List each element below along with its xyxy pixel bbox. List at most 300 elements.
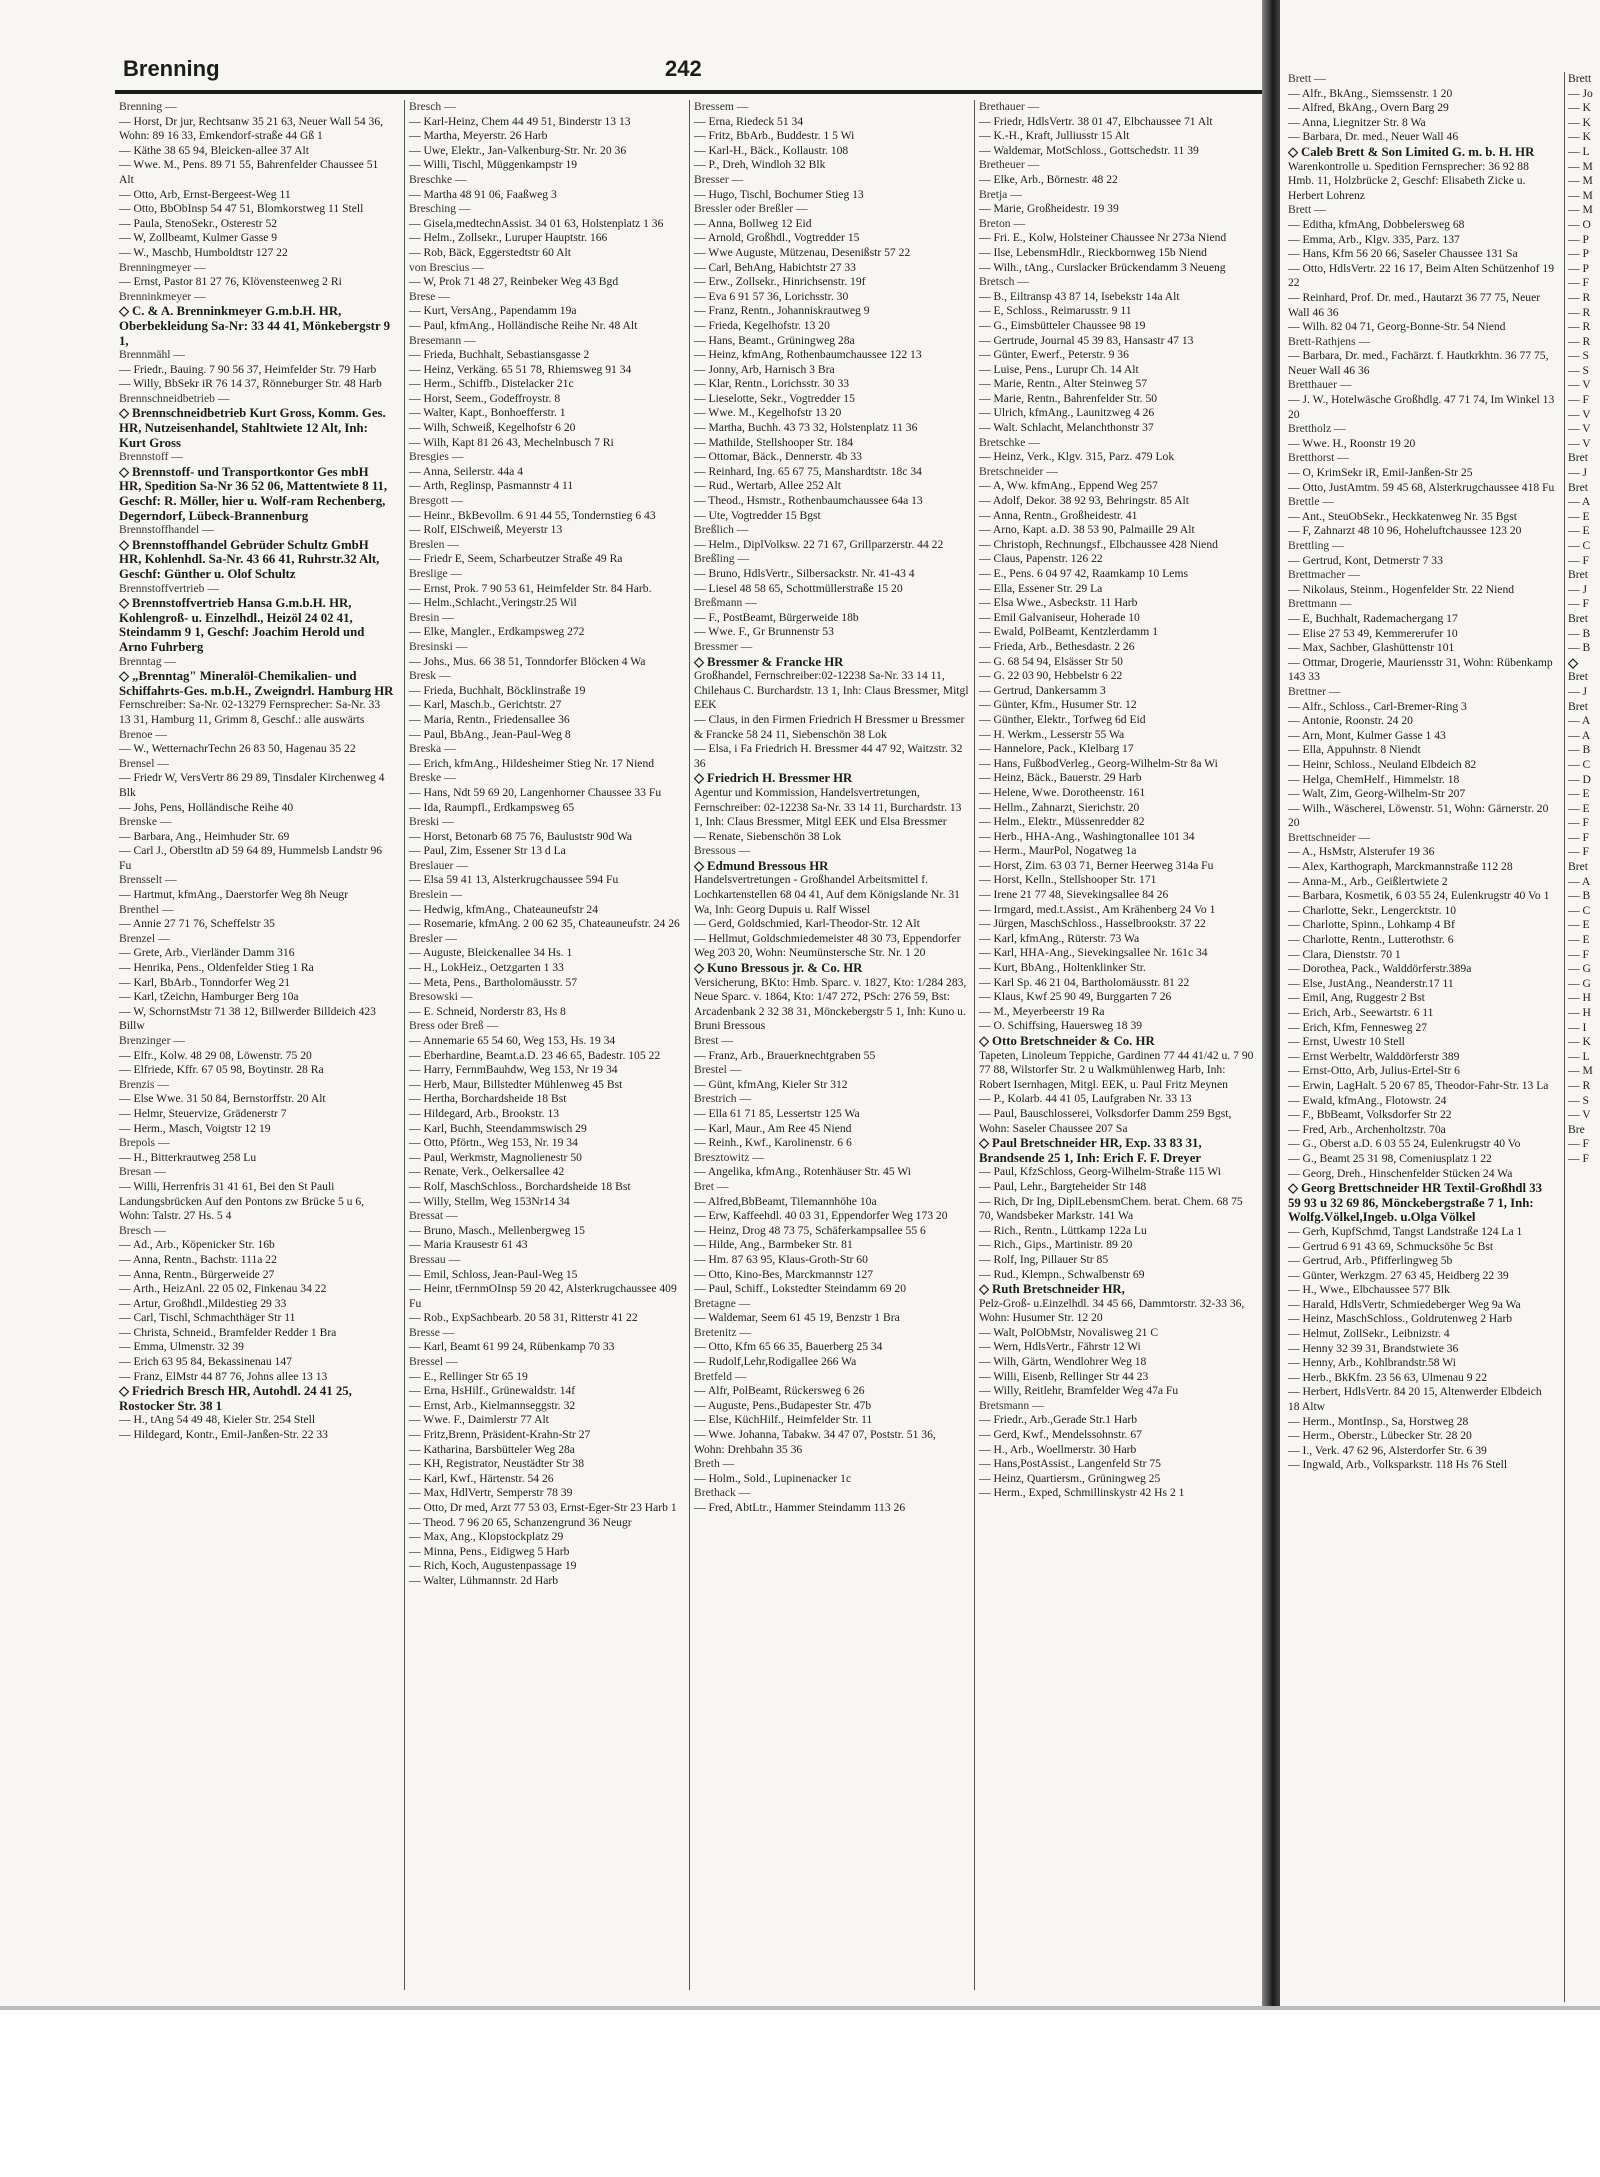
left-entry: — O. Schiffsing, Hauersweg 18 39 <box>979 1019 1143 1033</box>
left-entry: — E., Pens. 6 04 97 42, Raamkamp 10 Lems <box>979 567 1188 580</box>
left-entry: Bresowski — <box>409 990 473 1004</box>
left-entry: Großhandel, Fernschreiber:02-12238 Sa-Nr. 33 14 11, Chilehaus C. Burchardstr. 13 1, Inh: Claus Bressmer, Mitgl EEK <box>694 669 969 712</box>
left-entry: — Theod. 7 96 20 65, Schanzengrund 36 Neugr <box>409 1515 632 1529</box>
right-entry: — A <box>1568 714 1591 728</box>
left-entry: — Marie, Rentn., Bahrenfelder Str. 50 <box>979 391 1158 405</box>
right-entry: — Charlotte, Spinn., Lohkamp 4 Bf <box>1288 918 1455 932</box>
left-entry: — Wwe. M., Pens. 89 71 55, Bahrenfelder Chaussee 51 Alt <box>119 158 379 186</box>
right-entry: — J <box>1568 466 1588 480</box>
left-entry: — Maria Krausestr 61 43 <box>409 1238 528 1252</box>
left-entry: — Heinz, Verkäng. 65 51 78, Rhiemsweg 91 34 <box>409 362 632 376</box>
left-entry: Bretja — <box>979 187 1022 201</box>
left-entry: Bretfeld — <box>694 1369 747 1383</box>
left-entry: Brethack — <box>694 1486 751 1500</box>
left-entry: — Elke, Arb., Börnestr. 48 22 <box>979 172 1118 186</box>
left-entry: — Hartmut, kfmAng., Daerstorfer Weg 8h Neugr <box>119 888 349 902</box>
left-entry: — Artur, Großhdl.,Mildestieg 29 33 <box>119 1296 287 1310</box>
left-entry: — P., Kolarb. 44 41 05, Laufgraben Nr. 33 13 <box>979 1092 1192 1106</box>
left-entry: — Walter, Lühmannstr. 2d Harb <box>409 1573 559 1587</box>
left-entry: Brenntag — <box>119 654 176 668</box>
left-entry: — Horst, Kelln., Stellshooper Str. 171 <box>979 873 1157 887</box>
left-entry: — Holm., Sold., Lupinenacker 1c <box>694 1471 852 1485</box>
right-entry: — Herm., MontInsp., Sa, Horstweg 28 <box>1288 1414 1469 1428</box>
left-entry: — Horst, Dr jur, Rechtsanw 35 21 63, Neuer Wall 54 36, <box>119 114 384 128</box>
right-entry: Brett — <box>1288 203 1326 217</box>
left-entry: Breslige — <box>409 567 463 580</box>
right-entry: — E <box>1568 801 1590 815</box>
left-entry: Brenthel — <box>119 902 174 916</box>
left-entry: — Paul, Lehr., Bargteheider Str 148 <box>979 1179 1147 1193</box>
left-entry: — Friedr, HdlsVertr. 38 01 47, Elbchaussee 71 Alt <box>979 114 1213 128</box>
left-entry: — Carl, Tischl, Schmachthäger Str 11 <box>119 1311 296 1325</box>
left-entry: — Gerd, Kwf., Mendelssohnstr. 67 <box>979 1428 1142 1442</box>
right-entry: — R <box>1568 334 1591 348</box>
left-entry: Bretagne — <box>694 1296 751 1310</box>
left-entry: — Marie, Rentn., Alter Steinweg 57 <box>979 377 1148 391</box>
right-entry: — S <box>1568 349 1589 363</box>
left-entry: — Helmr, Steuervize, Grädenerstr 7 <box>119 1106 287 1120</box>
left-entry: — Horst, Zim. 63 03 71, Berner Heerweg 314a Fu <box>979 858 1214 872</box>
column-2 <box>404 100 684 1990</box>
right-entry: — F <box>1568 597 1589 611</box>
left-entry: Brese — <box>409 289 450 303</box>
left-entry: — Adolf, Dekor. 38 92 93, Behringstr. 85 Alt <box>979 494 1189 508</box>
right-entry: — E <box>1568 918 1590 932</box>
left-entry: Brenninkmeyer — <box>119 289 206 303</box>
left-entry: — Erich 63 95 84, Bekassinenau 147 <box>119 1355 292 1369</box>
left-entry: — Karl, tZeichn, Hamburger Berg 10a <box>119 990 299 1004</box>
right-entry: — I., Verk. 47 62 96, Alsterdorfer Str. 6 39 <box>1288 1443 1487 1457</box>
right-entry: — L <box>1568 144 1590 158</box>
left-entry: — Wwe. F., Gr Brunnenstr 53 <box>694 625 834 639</box>
right-entry: — Ernst Werbeltr, Walddörferstr 389 <box>1288 1049 1460 1063</box>
left-entry: — Fritz, BbArb., Buddestr. 1 5 Wi <box>694 129 855 143</box>
left-entry: — Hilde, Ang., Barmbeker Str. 81 <box>694 1238 853 1252</box>
right-entry: Brettling — <box>1288 539 1344 552</box>
right-entry: — Charlotte, Rentn., Lutterothstr. 6 <box>1288 933 1454 947</box>
column-4 <box>974 100 1254 1990</box>
left-entry: — Ulrich, kfmAng., Launitzweg 4 26 <box>979 406 1155 420</box>
book-gutter <box>1262 0 1280 2010</box>
right-entry: — Fred, Arb., Archenholtzstr. 70a <box>1288 1122 1446 1136</box>
left-entry: — Paul, Werkmstr, Magnolienestr 50 <box>409 1150 582 1164</box>
left-entry: — Meta, Pens., Bartholomäusstr. 57 <box>409 975 578 989</box>
left-entry: — Wwe. Johanna, Tabakw. 34 47 07, Poststr. 51 36, Wohn: Drehbahn 35 36 <box>694 1428 936 1456</box>
left-entry: — Heinz, Bäck., Bauerstr. 29 Harb <box>979 771 1142 785</box>
right-entry: Brettmann — <box>1288 597 1352 611</box>
right-entry: — Ewald, kfmAng., Flotowstr. 24 <box>1288 1093 1447 1107</box>
left-entry: Brenzel — <box>119 931 170 945</box>
left-entry: Bressous — <box>694 844 751 858</box>
right-entry: — Anna, Liegnitzer Str. 8 Wa <box>1288 115 1426 129</box>
left-entry: — G. 22 03 90, Hebbelstr 6 22 <box>979 669 1123 683</box>
right-entry: — Hans, Kfm 56 20 66, Saseler Chaussee 131 Sa <box>1288 247 1518 261</box>
left-entry: — Elfr., Kolw. 48 29 08, Löwenstr. 75 20 <box>119 1048 312 1062</box>
right-entry: — M <box>1568 159 1593 173</box>
right-entry: — F <box>1568 947 1589 961</box>
left-entry: — Eva 6 91 57 36, Lorichsstr. 30 <box>694 289 849 303</box>
left-entry: — Anna, Rentn., Bachstr. 111a 22 <box>119 1252 277 1266</box>
left-entry: — Herb., HHA-Ang., Washingtonallee 101 34 <box>979 829 1195 843</box>
right-entry: Brett-Rathjens — <box>1288 334 1371 348</box>
right-entry: Brettmacher — <box>1288 568 1360 582</box>
directory-page-left <box>115 50 1265 2010</box>
left-entry: — Otto, Kino-Bes, Marckmannstr 127 <box>694 1267 874 1281</box>
left-entry: — Franz, ElMstr 44 87 76, Johns allee 13 13 <box>119 1369 328 1383</box>
right-entry: — Otto, HdlsVertr. 22 16 17, Beim Alten Schützenhof 19 22 <box>1288 261 1554 290</box>
left-entry: — Willy, Reitlehr, Bramfelder Weg 47a Fu <box>979 1384 1179 1398</box>
left-entry: — KH, Registrator, Neustädter Str 38 <box>409 1457 585 1471</box>
left-entry: — Rud., Klempn., Schwalbenstr 69 <box>979 1267 1145 1281</box>
right-entry: — Alfr., Schloss., Carl-Bremer-Ring 3 <box>1288 699 1467 713</box>
right-entry: — Ella, Appuhnstr. 8 Niendt <box>1288 743 1421 757</box>
left-entry: Bressler oder Breßler — <box>694 202 808 216</box>
left-entry: Brenske — <box>119 815 172 829</box>
left-entry: — H., Bitterkrautweg 258 Lu <box>119 1150 257 1164</box>
left-entry: — Emil Galvaniseur, Hoherade 10 <box>979 610 1140 624</box>
left-entry: ◇ Friedrich H. Bressmer HR <box>694 771 853 786</box>
left-entry: Bretschke — <box>979 435 1040 449</box>
right-entry: — Ernst-Otto, Arb, Julius-Ertel-Str 6 <box>1288 1064 1460 1078</box>
left-entry: — Gerd, Goldschmied, Karl-Theodor-Str. 12 Alt <box>694 917 920 931</box>
left-entry: Bressat — <box>409 1209 458 1223</box>
left-entry: — Jonny, Arb, Harnisch 3 Bra <box>694 362 835 376</box>
right-entry: — G <box>1568 962 1591 976</box>
right-entry: — Reinhard, Prof. Dr. med., Hautarzt 36 77 75, Neuer Wall 46 36 <box>1288 290 1541 319</box>
left-entry: — M., Meyerbeerstr 19 Ra <box>979 1004 1105 1018</box>
left-entry: — Claus, Papenstr. 126 22 <box>979 552 1103 566</box>
right-entry: — F <box>1568 1137 1589 1151</box>
left-entry: — Hans, FußbodVerleg., Georg-Wilhelm-Str 8a Wi <box>979 756 1218 770</box>
left-entry: — Martha 48 91 06, Faaßweg 3 <box>409 187 557 201</box>
left-entry: — Arth, Reglinsp, Pasmannstr 4 11 <box>409 479 574 493</box>
right-entry: Bret <box>1568 611 1588 625</box>
left-entry: — Ida, Raumpfl., Erdkampsweg 65 <box>409 800 575 814</box>
left-entry: Brennmähl — <box>119 348 186 362</box>
left-entry: — Erna, Riedeck 51 34 <box>694 114 804 128</box>
left-entry: — Mathilde, Stellshooper Str. 184 <box>694 435 854 449</box>
left-entry: Handelsvertretungen - Großhandel Arbeitsmittel f. Lochkartenstellen 68 04 41, Auf dem Königslande Nr. 31 Wa, Inh: Georg Dupuis u. Ralf Wissel <box>694 873 960 916</box>
left-entry: — Günter, Kfm., Husumer Str. 12 <box>979 698 1137 712</box>
left-entry: — Willi, Herrenfris 31 41 61, Bei den St Pauli Landungsbrücken Auf den Pontons zw Brücke 5 u 6, Wohn: Talstr. 27 Hs. 5 4 <box>119 1179 365 1223</box>
right-entry: Bret <box>1568 670 1588 684</box>
left-entry: Brepols — <box>119 1136 170 1150</box>
left-entry: — Willy, Stellm, Weg 153Nr14 34 <box>409 1194 570 1208</box>
left-entry: — Gertrude, Journal 45 39 83, Hansastr 47 13 <box>979 333 1194 347</box>
right-entry: — Helmut, ZollSekr., Leibnizstr. 4 <box>1288 1327 1450 1341</box>
left-entry: — Willi, Tischl, Müggenkampstr 19 <box>409 158 578 172</box>
left-entry: — H., LokHeiz., Oetzgarten 1 33 <box>409 961 564 975</box>
right-entry: Bretthauer — <box>1288 378 1352 392</box>
left-entry: — Karl, HHA-Ang., Sievekingsallee Nr. 161c 34 <box>979 946 1208 960</box>
left-entry: Bressmer — <box>694 639 753 653</box>
left-entry: — Christoph, Rechnungsf., Elbchaussee 428 Niend <box>979 537 1218 551</box>
left-entry: — Claus, in den Firmen Friedrich H Bressmer u Bressmer & Francke 58 24 11, Siebenschön 38 Lok <box>694 712 965 741</box>
left-entry: — F., PostBeamt, Bürgerweide 18b <box>694 610 859 624</box>
left-entry: — Katharina, Barsbütteler Weg 28a <box>409 1442 575 1456</box>
right-entry: — E <box>1568 509 1590 523</box>
right-entry: Brett — <box>1288 72 1326 85</box>
page-header <box>115 50 1265 88</box>
left-entry: Bressau — <box>409 1252 461 1266</box>
right-column-2 <box>1564 72 1600 2002</box>
left-entry: — Herm., Exped, Schmillinskystr 42 Hs 2 1 <box>979 1486 1185 1500</box>
left-entry: — Ewald, PolBeamt, Kentzlerdamm 1 <box>979 625 1159 639</box>
left-entry: — Maria, Rentn., Friedensallee 36 <box>409 712 570 726</box>
left-entry: — Helm., Zollsekr., Luruper Hauptstr. 166 <box>409 231 608 245</box>
left-entry: ◇ C. & A. Brenninkmeyer G.m.b.H. HR, Oberbekleidung Sa-Nr: 33 44 41, Mönkebergstr 9 1, <box>119 304 390 348</box>
left-entry: — Fritz,Brenn, Präsident-Krahn-Str 27 <box>409 1428 591 1442</box>
right-entry: — F <box>1568 553 1589 567</box>
right-entry: — G., Oberst a.D. 6 03 55 24, Eulenkrugstr 40 Vo <box>1288 1137 1521 1151</box>
left-entry: — Herm., Schiffb., Distelacker 21c <box>409 377 574 391</box>
left-entry: — Harry, FernmBauhdw, Weg 153, Nr 19 34 <box>409 1063 618 1077</box>
left-entry: — Klaus, Kwf 25 90 49, Burggarten 7 26 <box>979 990 1172 1004</box>
right-entry: — Dorothea, Pack., Walddörferstr.389a <box>1288 962 1472 976</box>
left-entry: — Irmgard, med.t.Assist., Am Krähenberg 24 Vo 1 <box>979 902 1216 916</box>
left-entry: — Hannelore, Pack., Klelbarg 17 <box>979 742 1134 756</box>
left-entry: — Wwe. M., Kegelhofstr 13 20 <box>694 406 842 420</box>
right-entry: — Ottmar, Drogerie, Mauriensstr 31, Wohn: Rübenkamp 143 33 <box>1288 655 1553 684</box>
right-entry: — H <box>1568 991 1591 1005</box>
left-entry: — Ella, Essener Str. 29 La <box>979 581 1103 595</box>
left-entry: — Günther, Elektr., Torfweg 6d Eid <box>979 712 1146 726</box>
right-entry: — Clara, Dienststr. 70 1 <box>1288 947 1401 961</box>
left-entry: Breska — <box>409 742 456 756</box>
left-entry: — H. Werkm., Lesserstr 55 Wa <box>979 727 1125 741</box>
right-entry: — S <box>1568 363 1589 377</box>
left-entry: — Willi, Eisenb, Rellinger Str 44 23 <box>979 1369 1149 1383</box>
left-entry: — E., Rellinger Str 65 19 <box>409 1369 528 1383</box>
left-entry: — Otto, Pförtn., Weg 153, Nr. 19 34 <box>409 1136 578 1150</box>
right-entry: — O <box>1568 217 1591 231</box>
right-entry: ◇ <box>1568 655 1578 670</box>
left-entry: — Else, KüchHilf., Heimfelder Str. 11 <box>694 1413 873 1427</box>
left-entry: — Elke, Mangler., Erdkampsweg 272 <box>409 625 585 639</box>
left-entry: — W, Prok 71 48 27, Reinbeker Weg 43 Bgd <box>409 275 619 289</box>
left-entry: — Rosemarie, kfmAng. 2 00 62 35, Chateauneufstr. 24 26 <box>409 917 680 931</box>
left-entry: — Jürgen, MaschSchloss., Hasselbrookstr. 37 22 <box>979 917 1206 931</box>
left-entry: Breßmann — <box>694 596 757 610</box>
left-entry: — Ilse, LebensmHdlr., Rieckbornweg 15b Niend <box>979 245 1207 259</box>
left-entry: — Karl, Buchh, Steendammswisch 29 <box>409 1121 587 1135</box>
left-entry: Brestrich — <box>694 1092 751 1106</box>
columns-container <box>115 94 1265 1994</box>
left-entry: — Bruno, Masch., Mellenbergweg 15 <box>409 1223 585 1237</box>
left-entry: ◇ Brennschneidbetrieb Kurt Gross, Komm. Ges. HR, Nutzeisenhandel, Stahltwiete 12 Alt, Inh: Kurt Gross <box>119 406 386 450</box>
right-entry: Brett <box>1568 72 1592 85</box>
left-entry: — Minna, Pens., Eidigweg 5 Harb <box>409 1544 570 1558</box>
running-head-name: Brenning <box>123 56 220 81</box>
left-entry: Bresse — <box>409 1325 455 1339</box>
left-entry: Brenzinger — <box>119 1034 185 1047</box>
right-entry: — F <box>1568 830 1589 844</box>
left-entry: — Karl Sp. 46 21 04, Bartholomäusstr. 81 22 <box>979 975 1190 989</box>
left-entry: — Max, HdlVertr, Semperstr 78 39 <box>409 1486 573 1500</box>
left-entry: Bress oder Breß — <box>409 1019 499 1033</box>
right-entry: — Heinz, MaschSchloss., Goldrutenweg 2 Harb <box>1288 1312 1513 1326</box>
left-entry: — Rob., ExpSachbearb. 20 58 31, Ritterstr 41 22 <box>409 1311 638 1325</box>
left-entry: — Reinh., Kwf., Karolinenstr. 6 6 <box>694 1136 852 1150</box>
right-entry: — F <box>1568 1151 1589 1165</box>
left-entry: Bresztowitz — <box>694 1150 764 1164</box>
right-entry: — C <box>1568 539 1591 552</box>
left-entry: — Helm., Elektr., Müssenredder 82 <box>979 815 1145 829</box>
right-entry: — L <box>1568 1049 1590 1063</box>
left-entry: Breslauer — <box>409 858 468 872</box>
left-entry: — Heinr, tFernmOInsp 59 20 42, Alsterkrugchaussee 409 Fu <box>409 1282 677 1310</box>
right-column-1 <box>1288 72 1556 2002</box>
left-entry: — Paula, StenoSekr., Osterestr 52 <box>119 216 278 230</box>
left-entry: — Otto, Kfm 65 66 35, Bauerberg 25 34 <box>694 1340 883 1354</box>
left-entry: Breslein — <box>409 888 463 902</box>
right-entry: — A <box>1568 728 1591 742</box>
left-entry: — Irene 21 77 48, Sievekingsallee 84 26 <box>979 888 1169 902</box>
left-entry: — Günt, kfmAng, Kieler Str 312 <box>694 1077 848 1091</box>
right-entry: — M <box>1568 188 1593 202</box>
left-entry: — Ernst, Pastor 81 27 76, Klövensteenweg 2 Ri <box>119 275 342 289</box>
left-entry: Bretheuer — <box>979 158 1040 172</box>
left-entry: — B., Eiltransp 43 87 14, Isebekstr 14a Alt <box>979 289 1180 303</box>
left-entry: — Auguste, Pens.,Budapester Str. 47b <box>694 1398 872 1412</box>
left-entry: — Kurt, VersAng., Papendamm 19a <box>409 304 577 318</box>
left-entry: Breski — <box>409 815 454 829</box>
left-entry: — Anna, Rentn., Großheidestr. 41 <box>979 508 1138 522</box>
right-entry: — H., Wwe., Elbchaussee 577 Blk <box>1288 1283 1450 1297</box>
left-entry: — Wwe. F., Daimlerstr 77 Alt <box>409 1413 549 1427</box>
right-entry: — V <box>1568 1108 1591 1122</box>
right-entry: — E, Buchhalt, Rademachergang 17 <box>1288 611 1458 625</box>
left-entry: Brennschneidbetrieb — <box>119 391 230 405</box>
right-entry: — Helga, ChemHelf., Himmelstr. 18 <box>1288 772 1460 786</box>
left-entry: — W., WetternachrTechn 26 83 50, Hagenau 35 22 <box>119 742 356 756</box>
right-entry: — D <box>1568 772 1591 786</box>
right-entry: — Emma, Arb., Klgv. 335, Parz. 137 <box>1288 232 1460 246</box>
left-entry: — Herm., Masch, Voigtstr 12 19 <box>119 1121 271 1135</box>
left-entry: — Karl-H., Bäck., Kollaustr. 108 <box>694 143 849 157</box>
left-entry: — Hildegard, Kontr., Emil-Janßen-Str. 22 33 <box>119 1428 328 1442</box>
left-entry: — Walt. Schlacht, Melanchthonstr 37 <box>979 421 1154 435</box>
left-entry: — Johs, Pens, Holländische Reihe 40 <box>119 800 294 814</box>
left-entry: — Anna, Rentn., Bürgerweide 27 <box>119 1267 275 1281</box>
left-entry: Bresgott — <box>409 494 463 508</box>
right-entry: — F <box>1568 816 1589 830</box>
right-entry: — K <box>1568 130 1591 144</box>
right-entry: — Barbara, Dr. med., Neuer Wall 46 <box>1288 130 1459 144</box>
right-entry: — Georg, Dreh., Hinschenfelder Stücken 24 Wa <box>1288 1166 1513 1180</box>
right-entry: — Henny, Arb., Kohlbrandstr.58 Wi <box>1288 1356 1456 1370</box>
left-entry: ◇ Bressmer & Francke HR <box>694 654 844 669</box>
left-entry: — Marie, Großheidestr. 19 39 <box>979 202 1119 216</box>
left-entry: — Alfred,BbBeamt, Tilemannhöhe 10a <box>694 1194 877 1208</box>
left-entry: — Gisela,medtechnAssist. 34 01 63, Holstenplatz 1 36 <box>409 216 664 230</box>
left-entry: — Christa, Schneid., Bramfelder Redder 1 Bra <box>119 1325 337 1339</box>
left-entry: — Klar, Rentn., Lorichsstr. 30 33 <box>694 377 850 391</box>
right-entry: — A <box>1568 874 1591 888</box>
left-entry: — Herm., MaurPol, Nogatweg 1a <box>979 844 1137 858</box>
left-entry: Bresch — <box>119 1223 166 1237</box>
right-entry: Brettschneider — <box>1288 830 1371 844</box>
right-entry: — Emil, Ang, Ruggestr 2 Bst <box>1288 991 1425 1005</box>
right-entry: — Herbert, HdlsVertr. 84 20 15, Altenwerder Elbdeich 18 Altw <box>1288 1385 1542 1414</box>
left-entry: — Ernst, Arb., Kielmannseggstr. 32 <box>409 1398 576 1412</box>
left-entry: — Willy, BbSekr iR 76 14 37, Rönneburger Str. 48 Harb <box>119 377 382 391</box>
directory-page-right <box>1282 72 1600 2010</box>
left-entry: — P., Dreh, Windloh 32 Blk <box>694 158 826 172</box>
right-entry: — F <box>1568 276 1589 290</box>
right-entry: — F <box>1568 393 1589 407</box>
left-entry: — Hans, Ndt 59 69 20, Langenhorner Chaussee 33 Fu <box>409 785 662 799</box>
left-entry: — Heinz, Drog 48 73 75, Schäferkampsallee 55 6 <box>694 1223 926 1237</box>
left-entry: — Rud., Wertarb, Allee 252 Alt <box>694 479 841 493</box>
left-entry: Bresan — <box>119 1165 166 1179</box>
right-entry: — Charlotte, Sekr., Lengercktstr. 10 <box>1288 903 1457 917</box>
left-entry: — Reinhard, Ing. 65 67 75, Manshardtstr. 18c 34 <box>694 464 922 478</box>
left-entry: ◇ Brennstoffvertrieb Hansa G.m.b.H. HR, Kohlengroß- u. Einzelhdl., Heizöl 24 02 41, Steindamm 9 1, Geschf: Joachim Herold und Arno Fuhrberg <box>119 596 365 654</box>
left-entry: ◇ Edmund Bressous HR <box>694 858 829 873</box>
left-entry: Bretsmann — <box>979 1398 1044 1412</box>
left-entry: — Max, Ang., Klopstockplatz 29 <box>409 1530 564 1544</box>
left-entry: Agentur und Kommission, Handelsvertretungen, Fernschreiber: 02-12238 Sa-Nr. 33 14 11, Burchardstr. 13 1, Inh: Claus Bressmer, Mitgl EEK und Elsa Bressmer <box>694 785 962 829</box>
left-entry: Breschke — <box>409 172 467 186</box>
left-entry: — G. 68 54 94, Elsässer Str 50 <box>979 654 1123 668</box>
left-entry: — Rudolf,Lehr,Rodigallee 266 Wa <box>694 1355 857 1369</box>
right-entry: ◇ Georg Brettschneider HR Textil-Großhdl 33 59 93 u 32 69 86, Mönckebergstraße 7 1, Inh: Wolfg.Völkel,Ingeb. u.Olga Völkel <box>1288 1181 1543 1225</box>
left-entry: Bresinski — <box>409 639 468 653</box>
left-entry: — Barbara, Ang., Heimhuder Str. 69 <box>119 829 290 843</box>
left-entry: Bresler — <box>409 931 457 945</box>
right-entry: — F <box>1568 845 1589 859</box>
left-entry: — K.-H., Kraft, Julliusstr 15 Alt <box>979 129 1130 143</box>
left-entry: — Rich., Rentn., Lüttkamp 122a Lu <box>979 1223 1147 1237</box>
left-entry: — Frieda, Buchhalt, Sebastiansgasse 2 <box>409 348 590 362</box>
left-entry: — Franz, Rentn., Johanniskrautweg 9 <box>694 304 870 318</box>
left-entry: Brenning — <box>119 100 177 113</box>
right-entry: — Antonie, Roonstr. 24 20 <box>1288 714 1413 728</box>
right-entry: — Herb., BkKfm. 23 56 63, Ulmenau 9 22 <box>1288 1370 1488 1384</box>
left-entry: Fernschreiber: Sa-Nr. 02-13279 Fernsprecher: Sa-Nr. 33 13 31, Hamburg 11, Grimm 8, Geschf.: alle auswärts <box>119 698 381 726</box>
left-entry: — E, Schloss., Reimarusstr. 9 11 <box>979 304 1132 318</box>
left-entry: ◇ Otto Bretschneider & Co. HR <box>979 1034 1155 1048</box>
left-entry: — Otto, Arb, Ernst-Bergeest-Weg 11 <box>119 187 291 201</box>
left-entry: — H., tAng 54 49 48, Kieler Str. 254 Stell <box>119 1413 316 1427</box>
left-entry: — Rolf, Ing, Pillauer Str 85 <box>979 1252 1109 1266</box>
right-entry: — H <box>1568 1006 1591 1019</box>
left-entry: Wohn: 89 16 33, Emkendorf-straße 44 Gß 1 <box>119 129 323 143</box>
right-entry: — O, KrimSekr iR, Emil-Janßen-Str 25 <box>1288 466 1473 480</box>
left-entry: — Ute, Vogtredder 15 Bgst <box>694 508 821 522</box>
left-entry: — Walt, PolObMstr, Novalisweg 21 C <box>979 1325 1159 1339</box>
right-entry: — Ingwald, Arb., Volksparkstr. 118 Hs 76 Stell <box>1288 1458 1508 1472</box>
left-entry: — Martha, Meyerstr. 26 Harb <box>409 129 548 143</box>
right-entry: — V <box>1568 422 1591 436</box>
right-entry: — Ernst, Uwestr 10 Stell <box>1288 1035 1405 1049</box>
right-entry: Warenkontrolle u. Spedition Fernsprecher: 36 92 88 Hmb. 11, Holzbrücke 2, Geschf: Elisabeth Zicke u. Herbert Lohrenz <box>1288 159 1529 202</box>
right-entry: — Gerh, KupfSchmd, Tangst Landstraße 124 La 1 <box>1288 1224 1523 1238</box>
left-entry: — Renate, Verk., Oelkersallee 42 <box>409 1165 565 1179</box>
left-entry: — Arth., HeizAnl. 22 05 02, Finkenau 34 22 <box>119 1282 327 1296</box>
right-entry: — Gertrud, Kont, Detmerstr 7 33 <box>1288 553 1443 567</box>
left-entry: — Kurt, BbAng., Holtenklinker Str. <box>979 961 1146 975</box>
left-entry: — Friedr., Bauing. 7 90 56 37, Heimfelder Str. 79 Harb <box>119 362 377 376</box>
right-entry: — Herm., Oberstr., Lübecker Str. 28 20 <box>1288 1429 1472 1443</box>
right-entry: — G., Beamt 25 31 98, Comeniusplatz 1 22 <box>1288 1151 1492 1165</box>
right-entry: — E <box>1568 787 1590 801</box>
right-entry: — V <box>1568 407 1591 421</box>
right-entry: — M <box>1568 203 1593 217</box>
left-entry: — Martha, Buchh. 43 73 32, Holstenplatz 11 36 <box>694 421 918 435</box>
left-entry: — Friedr., Arb.,Gerade Str.1 Harb <box>979 1413 1138 1427</box>
